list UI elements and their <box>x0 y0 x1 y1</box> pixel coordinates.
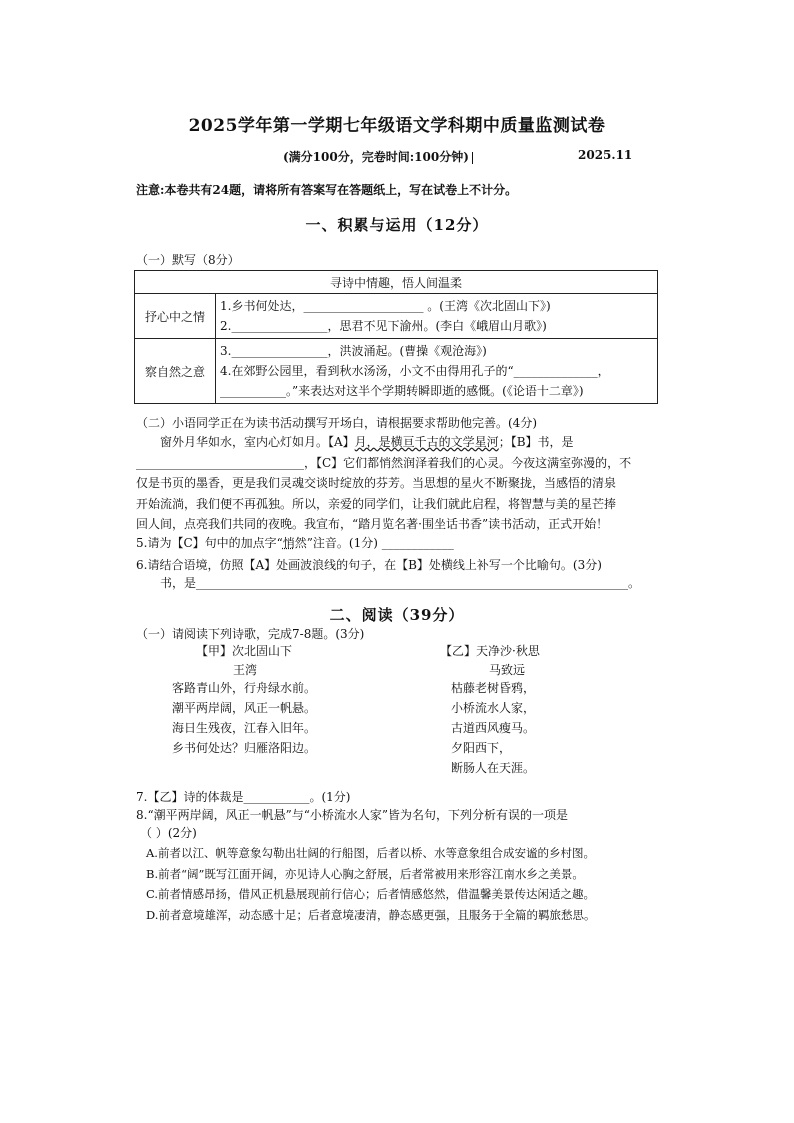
question-6: 6.请结合语境，仿照【A】处画波浪线的句子，在【B】处横线上补写一个比喻句。(3分) <box>136 558 602 572</box>
row1-content <box>216 294 658 339</box>
row2-content <box>216 339 658 404</box>
poem-b-line: 小桥流水人家， <box>451 701 536 715</box>
dictation-table <box>134 270 658 404</box>
poem-a-line: 客路青山外，行舟绿水前。 <box>172 681 317 695</box>
q4-line-cont: ___________。”来表达对这半个学期转瞬即逝的感慨。(《论语十二章》) <box>220 384 584 398</box>
passage-line-4: 开始流淌，我们便不再孤独。所以，亲爱的同学们，让我们就此启程，将智慧与美的星芒捧 <box>136 496 617 511</box>
passage <box>136 432 660 535</box>
passage-c: ，【C】它们都悄然润泽着我们的心灵。今夜这满室弥漫的，不 <box>304 455 632 470</box>
passage-line-2 <box>136 453 660 474</box>
poem-a-line: 潮平两岸阔，风正一帆悬。 <box>172 701 317 715</box>
poem-b-body <box>451 678 535 778</box>
passage-start: 窗外月华如水，室内心灯如月。【A】 <box>160 435 355 449</box>
exam-date: 2025.11 <box>578 148 633 162</box>
poem-b-author: 马致远 <box>489 663 526 677</box>
question-8-options <box>146 843 666 925</box>
question-8: 8.“潮平两岸阔，风正一帆悬”与“小桥流水人家”皆为名句，下列分析有误的一项是 <box>136 808 568 822</box>
q2-line: 2.________________，思君不见下渝州。(李白《峨眉山月歌》) <box>220 319 547 333</box>
passage-line-1 <box>136 432 660 453</box>
question-8-paren: （ ）(2分) <box>140 826 197 840</box>
row1-label: 抒心中之情 <box>135 294 216 339</box>
exam-subtitle-text: (满分100分，完卷时间:100分钟) <box>283 150 469 164</box>
passage-line-5: 回人间，点亮我们共同的夜晚。我宣布，“踏月览名著·围坐话书香”读书活动，正式开始！ <box>136 517 609 531</box>
poem-b-line: 断肠人在天涯。 <box>451 761 536 775</box>
poem-b-line: 枯藤老树昏鸦， <box>451 681 536 695</box>
dotted-char: 悄 <box>282 536 295 550</box>
blank-b: ____________________________ <box>136 455 304 470</box>
q3-line: 3.________________，洪波涌起。(曹操《观沧海》) <box>220 344 487 358</box>
section1-title: 一、积累与运用（12分） <box>305 216 489 234</box>
option-d: D.前者意境雄浑，动态感十足；后者意境凄清，静态感更强，且服务于全篇的羁旅愁思。 <box>146 907 596 922</box>
poem-a-line: 乡书何处达？归雁洛阳边。 <box>172 741 317 755</box>
table-caption: 寻诗中情趣，悟人间温柔 <box>135 271 658 294</box>
reading-part1-heading: （一）请阅读下列诗歌，完成7-8题。(3分) <box>136 627 365 641</box>
section2-title: 二、阅读（39分） <box>329 606 465 624</box>
passage-line-3: 仅是书页的墨香，更是我们灵魂交谈时绽放的芬芳。当思想的星火不断聚拢，当感悟的清泉 <box>136 476 617 490</box>
q1-line: 1.乡书何处达，____________________ 。(王湾《次北固山下》) <box>220 299 551 313</box>
q4-line: 4.在郊野公园里，看到秋水汤汤，小文不由得用孔子的“______________， <box>220 364 610 378</box>
poem-b-line: 古道西风瘦马。 <box>451 721 536 735</box>
poem-a-title: 【甲】次北固山下 <box>196 644 293 658</box>
text-cursor <box>472 152 473 164</box>
wavy-sentence: 月，是横亘千古的文学星河 <box>354 435 499 449</box>
part1-heading: （一）默写（8分） <box>136 253 240 267</box>
option-b: B.前者“阔”既写江面开阔，亦见诗人心胸之舒展，后者常被用来形容江南水乡之美景。 <box>146 866 584 881</box>
poem-a-body <box>172 678 316 758</box>
part2-heading: （二）小语同学正在为读书活动撰写开场白，请根据要求帮助他完善。(4分) <box>136 416 538 430</box>
poem-a-line: 海日生残夜，江春入旧年。 <box>172 721 317 735</box>
poem-b-title: 【乙】天净沙·秋思 <box>440 644 540 658</box>
q5-part-b: 然”注音。(1分) ____________ <box>294 536 454 550</box>
poem-a-author: 王湾 <box>233 663 258 677</box>
passage-b: ；【B】书，是 <box>498 435 574 449</box>
poem-b-line: 夕阳西下， <box>451 741 512 755</box>
question-7: 7.【乙】诗的体裁是___________。(1分) <box>136 790 351 804</box>
question-6-answer-line: 书，是________________________________________________________________________。 <box>160 576 641 590</box>
question-5 <box>136 534 454 553</box>
row2-label: 察自然之意 <box>135 339 216 404</box>
q5-part-a: 5.请为【C】句中的加点字“ <box>136 536 283 550</box>
exam-notice: 注意:本卷共有24题，请将所有答案写在答题纸上，写在试卷上不计分。 <box>136 183 518 197</box>
option-c: C.前者情感昂扬，借风正机悬展现前行信心；后者情感悠然，借温馨美景传达闲适之趣。 <box>146 887 596 901</box>
exam-title: 2025学年第一学期七年级语文学科期中质量监测试卷 <box>188 116 606 136</box>
exam-subtitle <box>283 148 473 165</box>
option-a: A.前者以江、帆等意象勾勒出壮阔的行船图，后者以桥、水等意象组合成安谧的乡村图。 <box>146 846 595 860</box>
